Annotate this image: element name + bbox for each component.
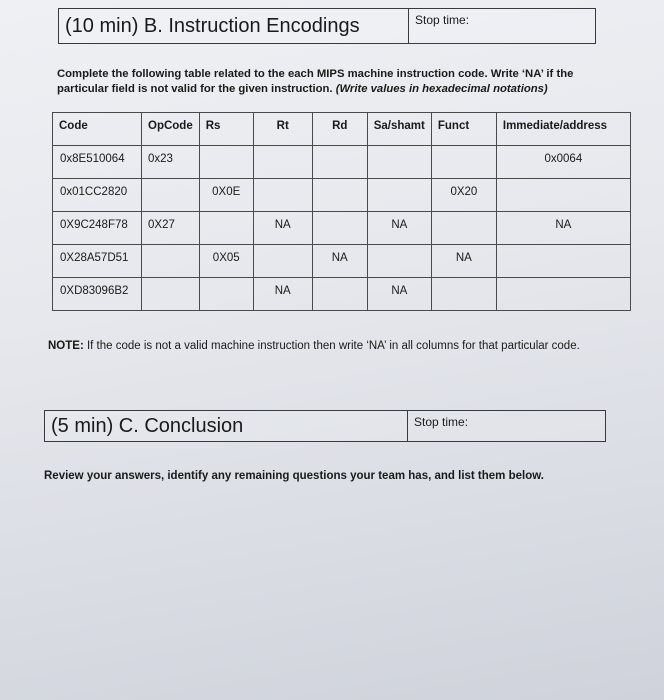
section-c-header	[44, 410, 606, 442]
table-row	[53, 146, 631, 179]
cell-immediate[interactable]	[496, 179, 630, 212]
cell-shamt[interactable]	[367, 179, 431, 212]
cell-opcode[interactable]	[142, 245, 200, 278]
cell-shamt[interactable]: NA	[367, 278, 431, 311]
cell-immediate[interactable]	[496, 278, 630, 311]
instructions-text	[57, 67, 617, 97]
cell-immediate[interactable]	[496, 245, 630, 278]
cell-rd[interactable]: NA	[312, 245, 367, 278]
cell-opcode[interactable]: 0x23	[142, 146, 200, 179]
cell-opcode[interactable]	[142, 278, 200, 311]
header-immediate: Immediate/address	[496, 113, 630, 146]
cell-rt[interactable]	[253, 245, 312, 278]
cell-funct[interactable]	[431, 278, 496, 311]
cell-opcode[interactable]	[142, 179, 200, 212]
section-b-header	[58, 8, 596, 44]
section-c-title: (5 min) C. Conclusion	[51, 414, 244, 437]
cell-rd[interactable]	[312, 278, 367, 311]
cell-rs[interactable]: 0X0E	[199, 179, 253, 212]
cell-rt[interactable]: NA	[253, 278, 312, 311]
cell-rt[interactable]	[253, 179, 312, 212]
cell-rs[interactable]	[199, 278, 253, 311]
cell-rs[interactable]	[199, 146, 253, 179]
cell-funct[interactable]: 0X20	[431, 179, 496, 212]
instructions-main: Complete the following table related to the each MIPS machine instruction code. Write ‘NA’ if the particular field is not valid for the given instruction.	[57, 68, 574, 95]
instructions-italic: (Write values in hexadecimal notations)	[335, 83, 548, 95]
cell-rd[interactable]	[312, 146, 367, 179]
cell-code[interactable]: 0XD83096B2	[53, 278, 142, 311]
table-row	[53, 212, 631, 245]
cell-shamt[interactable]: NA	[367, 212, 431, 245]
cell-code[interactable]: 0x01CC2820	[53, 179, 142, 212]
cell-opcode[interactable]: 0X27	[142, 212, 200, 245]
header-opcode: OpCode	[142, 113, 200, 146]
cell-rt[interactable]: NA	[253, 212, 312, 245]
cell-immediate[interactable]: NA	[496, 212, 630, 245]
table-row	[53, 245, 631, 278]
cell-rd[interactable]	[312, 212, 367, 245]
cell-shamt[interactable]	[367, 146, 431, 179]
cell-rd[interactable]	[312, 179, 367, 212]
header-rd: Rd	[312, 113, 367, 146]
note-label: NOTE:	[48, 340, 84, 352]
cell-shamt[interactable]	[367, 245, 431, 278]
header-funct: Funct	[431, 113, 496, 146]
cell-immediate[interactable]: 0x0064	[496, 146, 630, 179]
cell-code[interactable]: 0X9C248F78	[53, 212, 142, 245]
header-rt: Rt	[253, 113, 312, 146]
cell-rt[interactable]	[253, 146, 312, 179]
section-c-stop-time: Stop time:	[407, 411, 605, 441]
cell-code[interactable]: 0x8E510064	[53, 146, 142, 179]
cell-funct[interactable]	[431, 212, 496, 245]
table-row	[53, 179, 631, 212]
cell-code[interactable]: 0X28A57D51	[53, 245, 142, 278]
cell-rs[interactable]	[199, 212, 253, 245]
table-row	[53, 278, 631, 311]
review-text: Review your answers, identify any remaining questions your team has, and list them below.	[44, 470, 544, 482]
note-body: If the code is not a valid machine instruction then write ‘NA’ in all columns for that particular code.	[83, 340, 580, 352]
encoding-table	[52, 112, 631, 311]
header-rs: Rs	[199, 113, 253, 146]
table-header-row	[53, 113, 631, 146]
header-shamt: Sa/shamt	[367, 113, 431, 146]
note-text	[48, 338, 588, 354]
cell-funct[interactable]	[431, 146, 496, 179]
header-code: Code	[53, 113, 142, 146]
section-b-stop-time: Stop time:	[408, 9, 595, 43]
section-b-title: (10 min) B. Instruction Encodings	[65, 14, 360, 37]
cell-funct[interactable]: NA	[431, 245, 496, 278]
cell-rs[interactable]: 0X05	[199, 245, 253, 278]
